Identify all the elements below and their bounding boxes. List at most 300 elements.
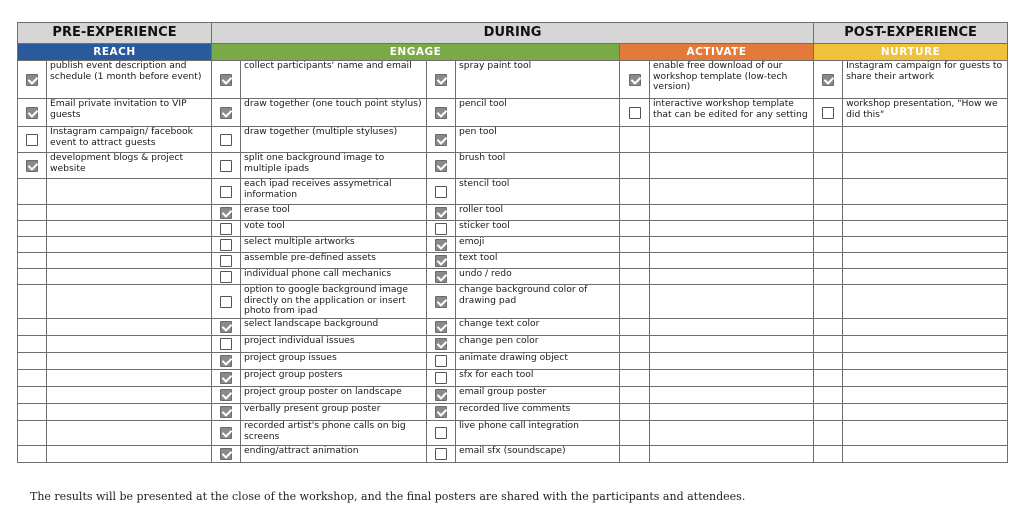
activate-checkbox-cell xyxy=(620,336,650,353)
engage-a-checkbox-cell xyxy=(212,370,241,387)
stage-header-row xyxy=(18,44,1008,61)
item-label: brush tool xyxy=(459,152,506,163)
reach-item-cell xyxy=(47,179,212,205)
item-label: erase tool xyxy=(244,204,290,215)
checked-checkbox[interactable] xyxy=(26,74,38,86)
activate-item-cell xyxy=(650,179,814,205)
checked-checkbox[interactable] xyxy=(220,321,232,333)
item-label: sticker tool xyxy=(459,220,510,231)
item-label: email group poster xyxy=(459,386,547,397)
reach-checkbox-cell xyxy=(18,446,47,463)
item-label: interactive workshop template that can be edited for any setting xyxy=(653,98,808,120)
unchecked-checkbox[interactable] xyxy=(822,107,834,119)
unchecked-checkbox[interactable] xyxy=(220,296,232,308)
activate-checkbox-cell xyxy=(620,61,650,99)
checked-checkbox[interactable] xyxy=(629,74,641,86)
engage-a-checkbox-cell xyxy=(212,285,241,319)
reach-item-cell xyxy=(47,336,212,353)
item-label: Instagram campaign/ facebook event to attract guests xyxy=(50,126,193,148)
engage-a-item-cell xyxy=(241,446,427,463)
engage-b-item-cell xyxy=(456,61,620,99)
checklist-row xyxy=(18,336,1008,353)
checked-checkbox[interactable] xyxy=(26,107,38,119)
unchecked-checkbox[interactable] xyxy=(220,239,232,251)
item-label: select multiple artworks xyxy=(244,236,355,247)
unchecked-checkbox[interactable] xyxy=(435,355,447,367)
nurture-item-cell xyxy=(843,237,1008,253)
engage-b-checkbox-cell xyxy=(427,237,456,253)
item-label: project group issues xyxy=(244,352,337,363)
engage-a-checkbox-cell xyxy=(212,61,241,99)
unchecked-checkbox[interactable] xyxy=(435,372,447,384)
item-label: undo / redo xyxy=(459,268,512,279)
reach-item-cell xyxy=(47,285,212,319)
engage-b-item-cell xyxy=(456,353,620,370)
checklist-row xyxy=(18,179,1008,205)
activate-checkbox-cell xyxy=(620,153,650,179)
reach-checkbox-cell xyxy=(18,153,47,179)
nurture-item-cell xyxy=(843,421,1008,446)
reach-checkbox-cell xyxy=(18,99,47,127)
item-label: draw together (one touch point stylus) xyxy=(244,98,422,109)
reach-checkbox-cell xyxy=(18,387,47,404)
nurture-checkbox-cell xyxy=(814,269,843,285)
nurture-item-cell xyxy=(843,404,1008,421)
item-label: live phone call integration xyxy=(459,420,579,431)
checklist-row xyxy=(18,153,1008,179)
checked-checkbox[interactable] xyxy=(822,74,834,86)
reach-item-cell xyxy=(47,253,212,269)
checked-checkbox[interactable] xyxy=(220,427,232,439)
engage-a-item-cell xyxy=(241,61,427,99)
checked-checkbox[interactable] xyxy=(220,406,232,418)
reach-checkbox-cell xyxy=(18,404,47,421)
activate-item-cell xyxy=(650,253,814,269)
engage-b-checkbox-cell xyxy=(427,336,456,353)
nurture-checkbox-cell xyxy=(814,205,843,221)
engage-a-checkbox-cell xyxy=(212,446,241,463)
engage-b-checkbox-cell xyxy=(427,61,456,99)
activate-item-cell xyxy=(650,387,814,404)
item-label: pencil tool xyxy=(459,98,507,109)
item-label: collect participants' name and email xyxy=(244,60,412,71)
nurture-item-cell xyxy=(843,61,1008,99)
unchecked-checkbox[interactable] xyxy=(220,338,232,350)
checked-checkbox[interactable] xyxy=(26,160,38,172)
nurture-item-cell xyxy=(843,205,1008,221)
reach-checkbox-cell xyxy=(18,319,47,336)
item-label: project individual issues xyxy=(244,335,355,346)
activate-item-cell xyxy=(650,127,814,153)
engage-b-item-cell xyxy=(456,387,620,404)
reach-checkbox-cell xyxy=(18,336,47,353)
activate-checkbox-cell xyxy=(620,127,650,153)
unchecked-checkbox[interactable] xyxy=(435,223,447,235)
engage-a-item-cell xyxy=(241,99,427,127)
checked-checkbox[interactable] xyxy=(435,134,447,146)
engage-b-item-cell xyxy=(456,319,620,336)
checked-checkbox[interactable] xyxy=(435,239,447,251)
checklist-row xyxy=(18,205,1008,221)
engage-b-checkbox-cell xyxy=(427,179,456,205)
engage-a-item-cell xyxy=(241,353,427,370)
reach-item-cell xyxy=(47,319,212,336)
engage-b-checkbox-cell xyxy=(427,99,456,127)
checked-checkbox[interactable] xyxy=(435,321,447,333)
engage-b-item-cell xyxy=(456,446,620,463)
engage-a-checkbox-cell xyxy=(212,319,241,336)
activate-item-cell xyxy=(650,285,814,319)
checked-checkbox[interactable] xyxy=(220,107,232,119)
unchecked-checkbox[interactable] xyxy=(26,134,38,146)
activate-item-cell xyxy=(650,269,814,285)
checked-checkbox[interactable] xyxy=(435,271,447,283)
activate-item-cell xyxy=(650,153,814,179)
activate-checkbox-cell xyxy=(620,179,650,205)
engage-b-checkbox-cell xyxy=(427,253,456,269)
nurture-item-cell xyxy=(843,446,1008,463)
nurture-item-cell xyxy=(843,269,1008,285)
item-label: each ipad receives assymetrical information xyxy=(244,178,392,200)
nurture-checkbox-cell xyxy=(814,404,843,421)
item-label: workshop presentation, "How we did this" xyxy=(846,98,998,120)
engage-a-checkbox-cell xyxy=(212,205,241,221)
checked-checkbox[interactable] xyxy=(220,372,232,384)
engage-b-item-cell xyxy=(456,370,620,387)
activate-checkbox-cell xyxy=(620,446,650,463)
item-label: Email private invitation to VIP guests xyxy=(50,98,187,120)
reach-checkbox-cell xyxy=(18,285,47,319)
nurture-item-cell xyxy=(843,387,1008,404)
engage-a-checkbox-cell xyxy=(212,253,241,269)
item-label: change background color of drawing pad xyxy=(459,284,588,306)
engage-a-checkbox-cell xyxy=(212,127,241,153)
reach-checkbox-cell xyxy=(18,269,47,285)
checked-checkbox[interactable] xyxy=(435,160,447,172)
engage-b-checkbox-cell xyxy=(427,404,456,421)
reach-checkbox-cell xyxy=(18,61,47,99)
nurture-checkbox-cell xyxy=(814,99,843,127)
nurture-item-cell xyxy=(843,179,1008,205)
nurture-item-cell xyxy=(843,353,1008,370)
engage-b-checkbox-cell xyxy=(427,285,456,319)
reach-checkbox-cell xyxy=(18,127,47,153)
checklist-row xyxy=(18,421,1008,446)
item-label: emoji xyxy=(459,236,485,247)
engage-b-item-cell xyxy=(456,99,620,127)
engage-b-item-cell xyxy=(456,205,620,221)
activate-item-cell xyxy=(650,205,814,221)
engage-b-checkbox-cell xyxy=(427,153,456,179)
engage-a-checkbox-cell xyxy=(212,387,241,404)
unchecked-checkbox[interactable] xyxy=(220,134,232,146)
engage-b-item-cell xyxy=(456,404,620,421)
nurture-checkbox-cell xyxy=(814,353,843,370)
checklist-row xyxy=(18,61,1008,99)
activate-item-cell xyxy=(650,336,814,353)
engage-a-item-cell xyxy=(241,387,427,404)
stage-nurture: NURTURE xyxy=(814,44,1008,61)
reach-item-cell xyxy=(47,353,212,370)
item-label: select landscape background xyxy=(244,318,379,329)
nurture-item-cell xyxy=(843,253,1008,269)
nurture-item-cell xyxy=(843,370,1008,387)
nurture-checkbox-cell xyxy=(814,319,843,336)
activate-checkbox-cell xyxy=(620,370,650,387)
item-label: verbally present group poster xyxy=(244,403,381,414)
engage-a-checkbox-cell xyxy=(212,179,241,205)
reach-item-cell xyxy=(47,153,212,179)
engage-b-checkbox-cell xyxy=(427,446,456,463)
item-label: project group poster on landscape xyxy=(244,386,402,397)
item-label: recorded artist's phone calls on big screens xyxy=(244,420,406,442)
unchecked-checkbox[interactable] xyxy=(220,186,232,198)
reach-item-cell xyxy=(47,370,212,387)
activate-item-cell xyxy=(650,221,814,237)
item-label: ending/attract animation xyxy=(244,445,359,456)
reach-item-cell xyxy=(47,237,212,253)
unchecked-checkbox[interactable] xyxy=(220,271,232,283)
item-label: project group posters xyxy=(244,369,343,380)
unchecked-checkbox[interactable] xyxy=(629,107,641,119)
phase-during: DURING xyxy=(212,23,814,44)
stage-activate: ACTIVATE xyxy=(620,44,814,61)
engage-a-checkbox-cell xyxy=(212,237,241,253)
nurture-item-cell xyxy=(843,285,1008,319)
item-label: assemble pre-defined assets xyxy=(244,252,376,263)
checked-checkbox[interactable] xyxy=(220,389,232,401)
activate-item-cell xyxy=(650,446,814,463)
engage-a-item-cell xyxy=(241,205,427,221)
reach-checkbox-cell xyxy=(18,205,47,221)
checklist-row xyxy=(18,446,1008,463)
checked-checkbox[interactable] xyxy=(435,107,447,119)
nurture-checkbox-cell xyxy=(814,421,843,446)
activate-item-cell xyxy=(650,237,814,253)
engage-b-item-cell xyxy=(456,285,620,319)
activate-checkbox-cell xyxy=(620,421,650,446)
stage-reach: REACH xyxy=(18,44,212,61)
engage-a-checkbox-cell xyxy=(212,336,241,353)
item-label: individual phone call mechanics xyxy=(244,268,392,279)
item-label: draw together (multiple styluses) xyxy=(244,126,398,137)
activate-item-cell xyxy=(650,353,814,370)
engage-b-checkbox-cell xyxy=(427,421,456,446)
nurture-checkbox-cell xyxy=(814,253,843,269)
activate-item-cell xyxy=(650,404,814,421)
nurture-item-cell xyxy=(843,99,1008,127)
reach-item-cell xyxy=(47,446,212,463)
activate-checkbox-cell xyxy=(620,404,650,421)
stage-engage: ENGAGE xyxy=(212,44,620,61)
nurture-checkbox-cell xyxy=(814,387,843,404)
activate-item-cell xyxy=(650,99,814,127)
item-label: Instagram campaign for guests to share their artwork xyxy=(846,60,1003,82)
unchecked-checkbox[interactable] xyxy=(435,448,447,460)
nurture-item-cell xyxy=(843,336,1008,353)
reach-item-cell xyxy=(47,99,212,127)
reach-checkbox-cell xyxy=(18,253,47,269)
reach-item-cell xyxy=(47,221,212,237)
item-label: recorded live comments xyxy=(459,403,571,414)
engage-a-checkbox-cell xyxy=(212,221,241,237)
checked-checkbox[interactable] xyxy=(435,338,447,350)
engage-b-item-cell xyxy=(456,253,620,269)
item-label: pen tool xyxy=(459,126,497,137)
reach-item-cell xyxy=(47,269,212,285)
nurture-checkbox-cell xyxy=(814,285,843,319)
checked-checkbox[interactable] xyxy=(220,355,232,367)
reach-checkbox-cell xyxy=(18,421,47,446)
checklist-row xyxy=(18,319,1008,336)
phase-post-experience: POST-EXPERIENCE xyxy=(814,23,1008,44)
item-label: enable free download of our workshop template (low-tech version) xyxy=(653,60,788,92)
engage-b-checkbox-cell xyxy=(427,353,456,370)
phase-header-row xyxy=(18,23,1008,44)
engage-b-checkbox-cell xyxy=(427,269,456,285)
unchecked-checkbox[interactable] xyxy=(220,160,232,172)
engage-a-item-cell xyxy=(241,269,427,285)
engage-a-checkbox-cell xyxy=(212,353,241,370)
activate-checkbox-cell xyxy=(620,387,650,404)
engage-a-checkbox-cell xyxy=(212,99,241,127)
nurture-checkbox-cell xyxy=(814,221,843,237)
item-label: sfx for each tool xyxy=(459,369,534,380)
reach-item-cell xyxy=(47,127,212,153)
checked-checkbox[interactable] xyxy=(435,296,447,308)
engage-a-checkbox-cell xyxy=(212,153,241,179)
engage-b-checkbox-cell xyxy=(427,319,456,336)
item-label: vote tool xyxy=(244,220,285,231)
engage-a-item-cell xyxy=(241,285,427,319)
reach-item-cell xyxy=(47,421,212,446)
engage-b-item-cell xyxy=(456,421,620,446)
item-label: publish event description and schedule (1 month before event) xyxy=(50,60,202,82)
engage-a-item-cell xyxy=(241,127,427,153)
activate-checkbox-cell xyxy=(620,99,650,127)
checked-checkbox[interactable] xyxy=(435,74,447,86)
reach-checkbox-cell xyxy=(18,237,47,253)
checklist-row xyxy=(18,127,1008,153)
footer-caption: The results will be presented at the close of the workshop, and the final posters are shared with the participants and attendees. xyxy=(30,490,746,503)
reach-checkbox-cell xyxy=(18,353,47,370)
engage-b-checkbox-cell xyxy=(427,387,456,404)
item-label: development blogs & project website xyxy=(50,152,184,174)
nurture-item-cell xyxy=(843,153,1008,179)
item-label: split one background image to multiple ipads xyxy=(244,152,385,174)
activate-item-cell xyxy=(650,421,814,446)
reach-item-cell xyxy=(47,387,212,404)
engage-a-item-cell xyxy=(241,237,427,253)
reach-checkbox-cell xyxy=(18,179,47,205)
engage-a-item-cell xyxy=(241,370,427,387)
engage-a-checkbox-cell xyxy=(212,404,241,421)
engage-a-item-cell xyxy=(241,153,427,179)
ux-journey-checklist-table xyxy=(17,22,1008,463)
checklist-row xyxy=(18,285,1008,319)
checklist-row xyxy=(18,387,1008,404)
item-label: change text color xyxy=(459,318,540,329)
checklist-row xyxy=(18,237,1008,253)
engage-b-item-cell xyxy=(456,153,620,179)
item-label: roller tool xyxy=(459,204,504,215)
engage-a-item-cell xyxy=(241,253,427,269)
engage-b-checkbox-cell xyxy=(427,370,456,387)
nurture-checkbox-cell xyxy=(814,446,843,463)
activate-checkbox-cell xyxy=(620,269,650,285)
reach-item-cell xyxy=(47,205,212,221)
checklist-row xyxy=(18,99,1008,127)
checked-checkbox[interactable] xyxy=(220,74,232,86)
item-label: text tool xyxy=(459,252,498,263)
checked-checkbox[interactable] xyxy=(220,448,232,460)
checked-checkbox[interactable] xyxy=(435,207,447,219)
checklist-row xyxy=(18,269,1008,285)
nurture-checkbox-cell xyxy=(814,370,843,387)
engage-a-item-cell xyxy=(241,221,427,237)
activate-checkbox-cell xyxy=(620,205,650,221)
engage-b-checkbox-cell xyxy=(427,205,456,221)
unchecked-checkbox[interactable] xyxy=(435,186,447,198)
nurture-item-cell xyxy=(843,127,1008,153)
reach-checkbox-cell xyxy=(18,221,47,237)
unchecked-checkbox[interactable] xyxy=(435,427,447,439)
engage-b-checkbox-cell xyxy=(427,127,456,153)
checklist-body xyxy=(18,61,1008,463)
activate-checkbox-cell xyxy=(620,221,650,237)
checked-checkbox[interactable] xyxy=(435,389,447,401)
engage-b-item-cell xyxy=(456,179,620,205)
checklist-row xyxy=(18,221,1008,237)
reach-item-cell xyxy=(47,404,212,421)
checked-checkbox[interactable] xyxy=(435,255,447,267)
activate-checkbox-cell xyxy=(620,353,650,370)
checked-checkbox[interactable] xyxy=(435,406,447,418)
engage-b-checkbox-cell xyxy=(427,221,456,237)
item-label: email sfx (soundscape) xyxy=(459,445,566,456)
nurture-checkbox-cell xyxy=(814,179,843,205)
checked-checkbox[interactable] xyxy=(220,207,232,219)
engage-b-item-cell xyxy=(456,269,620,285)
nurture-item-cell xyxy=(843,221,1008,237)
activate-item-cell xyxy=(650,61,814,99)
unchecked-checkbox[interactable] xyxy=(220,255,232,267)
nurture-checkbox-cell xyxy=(814,336,843,353)
engage-a-item-cell xyxy=(241,421,427,446)
reach-item-cell xyxy=(47,61,212,99)
unchecked-checkbox[interactable] xyxy=(220,223,232,235)
activate-checkbox-cell xyxy=(620,237,650,253)
engage-a-item-cell xyxy=(241,336,427,353)
checklist-row xyxy=(18,404,1008,421)
activate-checkbox-cell xyxy=(620,253,650,269)
item-label: animate drawing object xyxy=(459,352,568,363)
engage-b-item-cell xyxy=(456,336,620,353)
checklist-row xyxy=(18,370,1008,387)
checklist-row xyxy=(18,353,1008,370)
item-label: change pen color xyxy=(459,335,539,346)
nurture-checkbox-cell xyxy=(814,127,843,153)
engage-b-item-cell xyxy=(456,221,620,237)
item-label: stencil tool xyxy=(459,178,510,189)
engage-a-checkbox-cell xyxy=(212,269,241,285)
activate-item-cell xyxy=(650,319,814,336)
engage-a-item-cell xyxy=(241,319,427,336)
phase-pre-experience: PRE-EXPERIENCE xyxy=(18,23,212,44)
engage-b-item-cell xyxy=(456,237,620,253)
checklist-row xyxy=(18,253,1008,269)
engage-a-item-cell xyxy=(241,404,427,421)
